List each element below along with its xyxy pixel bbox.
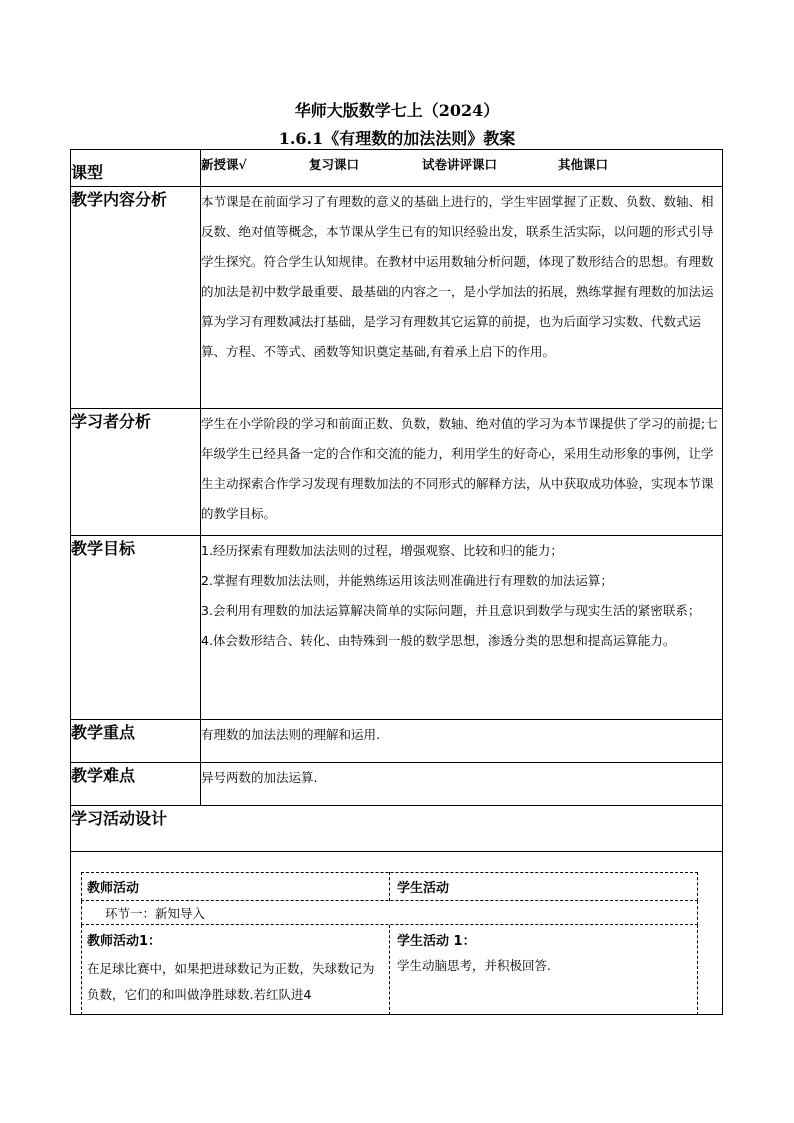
content-analysis-text: 本节课是在前面学习了有理数的意义的基础上进行的，学生牢固掌握了正数、负数、数轴、相反数、绝对值等概念，本节课从学生已有的知识经验出发，联系生活实际，以问题的形式引导学生探究。符合学生认知规律。在教材中运用数轴分析问题，体现了数形结合的思想。有理数的加法是初中数学最重要、最基础的内容之一，是小学加法的拓展，熟练掌握有理数的加法运算为学习有理数减法打基础，是学习有理数其它运算的前提，也为后面学习实数、代数式运算、方程、不等式、函数等知识奠定基础,有着承上启下的作用。 (201, 187, 723, 409)
document-title-line1: 华师大版数学七上（2024） (294, 101, 500, 120)
lesson-type-option: 新授课√ (201, 157, 247, 172)
student-activity-1-title: 学生活动 1： (397, 934, 476, 949)
document-title-line2: 1.6.1《有理数的加法法则》教案 (278, 129, 516, 148)
learner-analysis-text: 学生在小学阶段的学习和前面正数、负数，数轴、绝对值的学习为本节课提供了学习的前提;七年级学生已经具备一定的合作和交流的能力，利用学生的好奇心，采用生动形象的事例，让学生主动探索合作学习发现有理数加法的不同形式的解释方法，从中获取成功体验，实现本节课的教学目标。 (201, 409, 723, 536)
difficulty-label: 教学难点 (71, 763, 201, 806)
student-activity-1-text: 学生动脑思考，并积极回答. (397, 958, 551, 973)
section-title: 环节一：新知导入 (105, 906, 206, 921)
lesson-type-label: 课型 (71, 150, 201, 187)
activity-design-body (71, 852, 723, 1015)
objectives-label: 教学目标 (71, 536, 201, 720)
objective-item: 2.掌握有理数加法法则，并能熟练运用该法则准确进行有理数的加法运算； (201, 573, 613, 588)
difficulty-text: 异号两数的加法运算. (201, 763, 723, 806)
lesson-plan-table (70, 149, 723, 1015)
lesson-type-option: 其他课口 (558, 157, 609, 172)
teacher-activity-header: 教师活动 (87, 881, 140, 896)
teacher-activity-1-text: 在足球比赛中，如果把进球数记为正数，失球数记为负数，它们的和叫做净胜球数.若红队进4 (87, 961, 375, 1002)
key-point-label: 教学重点 (71, 720, 201, 763)
teacher-activity-1-title: 教师活动1： (87, 934, 162, 949)
student-activity-header: 学生活动 (397, 881, 450, 896)
learner-analysis-label: 学习者分析 (71, 409, 201, 536)
column-divider (389, 925, 390, 1015)
key-point-text: 有理数的加法法则的理解和运用. (201, 720, 723, 763)
lesson-type-options (201, 150, 723, 187)
objective-item: 3.会利用有理数的加法运算解决简单的实际问题，并且意识到数学与现实生活的紧密联系； (201, 603, 701, 618)
lesson-type-option: 试卷讲评课口 (422, 157, 498, 172)
activity-design-label: 学习活动设计 (71, 806, 723, 852)
content-analysis-label: 教学内容分析 (71, 187, 201, 409)
objectives-list (201, 536, 723, 720)
objective-item: 4.体会数形结合、转化、由特殊到一般的数学思想，渗透分类的思想和提高运算能力。 (201, 633, 676, 648)
objective-item: 1.经历探索有理数加法法则的过程，增强观察、比较和归的能力； (201, 543, 563, 558)
column-divider (389, 872, 390, 901)
lesson-type-option: 复习课口 (309, 157, 360, 172)
